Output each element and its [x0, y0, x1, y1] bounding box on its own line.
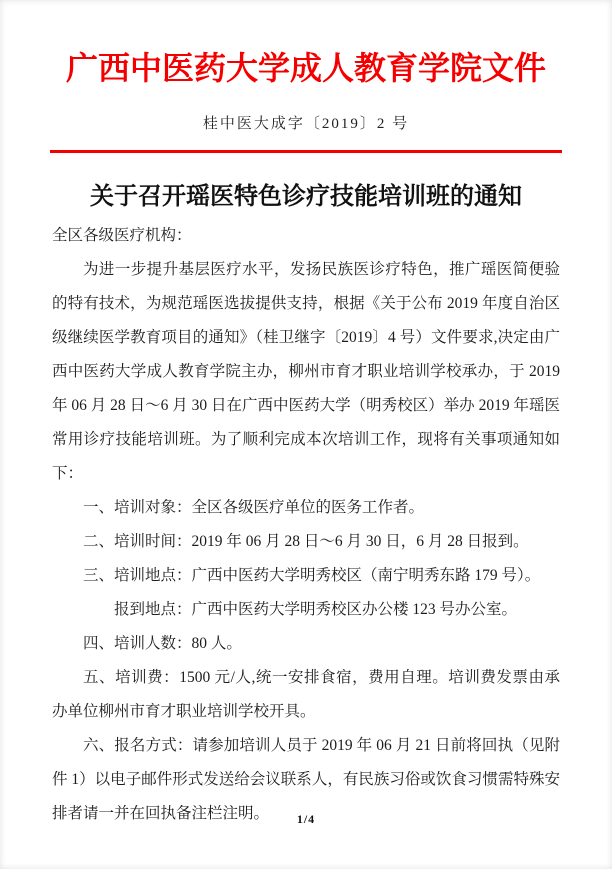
paragraph-item-6-registration: 六、报名方式：请参加培训人员于 2019 年 06 月 21 日前将回执（见附件 1）以电子邮件形式发送给会议联系人，有民族习俗或饮食习惯需特殊安排者请一并在回执备注栏注明。 [52, 737, 560, 823]
issuing-authority-title: 广西中医药大学成人教育学院文件 [65, 50, 546, 86]
red-divider-line [50, 150, 562, 153]
paragraph-item-5-training-fee: 五、培训费：1500 元/人,统一安排食宿，费用自理。培训费发票由承办单位柳州市育才职业培训学校开具。 [52, 669, 560, 721]
paragraph-item-4-headcount: 四、培训人数：80 人。 [83, 635, 242, 653]
notice-title: 关于召开瑶医特色诊疗技能培训班的通知 [90, 182, 522, 210]
paragraph-item-2-training-time: 二、培训时间：2019 年 06 月 28 日～6 月 30 日，6 月 28 日报到。 [83, 533, 529, 551]
document-number: 桂中医大成字〔2019〕2 号 [202, 115, 410, 132]
page-number: 1/4 [296, 812, 316, 826]
document-body [52, 219, 560, 831]
paragraph-intro: 为进一步提升基层医疗水平，发扬民族医诊疗特色，推广瑶医简便验的特有技术，为规范瑶医选拔提供支持，根据《关于公布 2019 年度自治区级继续医学教育项目的通知》（桂卫继字〔2019〕4 号）文件要求,决定由广西中医药大学成人教育学院主办，柳州市育才职业培训学校承办，于 2019 年 06 月 28 日～6 月 30 日在广西中医药大学（明秀校区）举办 2019 年瑶医常用诊疗技能培训班。为了顺利完成本次培训工作，现将有关事项通知如下： [52, 261, 560, 483]
paragraph-item-1-training-target: 一、培训对象：全区各级医疗单位的医务工作者。 [83, 499, 425, 517]
paragraph-report-location: 报到地点：广西中医药大学明秀校区办公楼 123 号办公室。 [114, 601, 518, 619]
salutation: 全区各级医疗机构： [52, 227, 192, 245]
paragraph-item-3-training-location: 三、培训地点：广西中医药大学明秀校区（南宁明秀东路 179 号）。 [83, 567, 541, 585]
